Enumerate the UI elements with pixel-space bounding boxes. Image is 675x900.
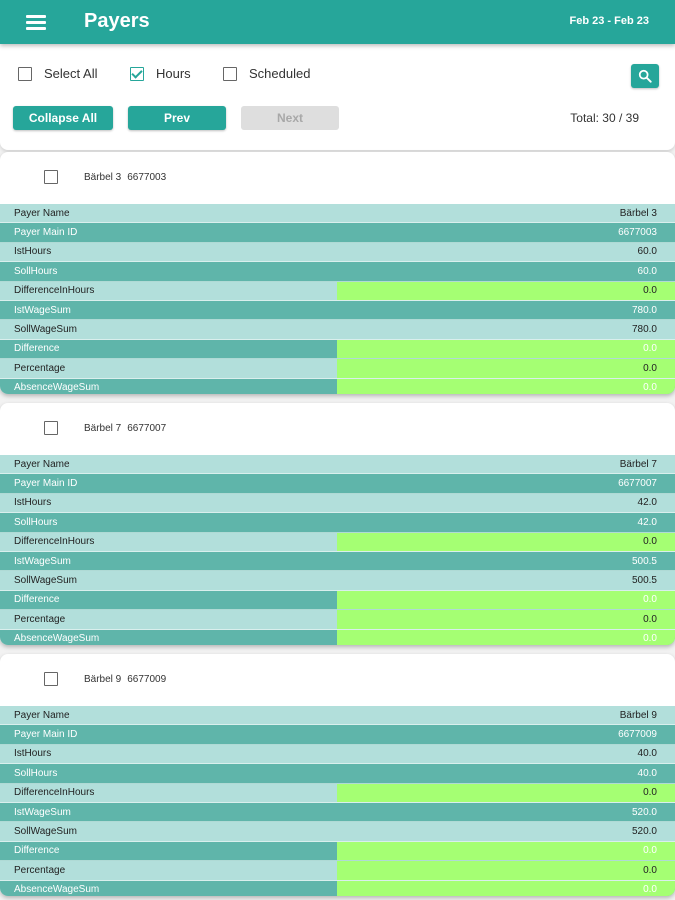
- payer-card: [0, 403, 675, 645]
- filter-panel: [0, 44, 675, 150]
- payer-name: Bärbel 3: [84, 172, 122, 183]
- highlight-cell: [337, 610, 675, 628]
- row-label: Percentage: [14, 362, 66, 374]
- highlight-cell: [337, 842, 675, 860]
- table-row: [0, 455, 675, 474]
- table-row: [0, 764, 675, 783]
- search-button[interactable]: [631, 64, 659, 88]
- row-label: AbsenceWageSum: [14, 884, 100, 896]
- table-row: [0, 571, 675, 590]
- row-value: 0.0: [643, 633, 657, 645]
- table-row: [0, 861, 675, 880]
- payer-name: Bärbel 9: [84, 674, 122, 685]
- row-label: IstWageSum: [14, 806, 71, 818]
- row-value: 500.5: [631, 555, 657, 567]
- row-label: IstHours: [14, 748, 52, 760]
- scheduled-box[interactable]: [223, 67, 237, 81]
- highlight-cell: [337, 591, 675, 609]
- row-value: 0.0: [643, 382, 657, 394]
- row-label: Percentage: [14, 864, 66, 876]
- select-all-box[interactable]: [18, 67, 32, 81]
- table-row: [0, 706, 675, 725]
- table-row: [0, 552, 675, 571]
- app-bar: [0, 0, 675, 44]
- table-row: [0, 842, 675, 861]
- hours-box[interactable]: [130, 67, 144, 81]
- hamburger-menu-icon[interactable]: [24, 12, 48, 32]
- row-label: SollWageSum: [14, 575, 77, 587]
- row-label: AbsenceWageSum: [14, 633, 100, 645]
- row-label: Payer Name: [14, 709, 70, 721]
- table-row: [0, 725, 675, 744]
- search-icon: [638, 69, 652, 83]
- scheduled-label: Scheduled: [249, 66, 311, 81]
- payer-card: [0, 654, 675, 896]
- row-label: Payer Main ID: [14, 227, 78, 239]
- row-label: DifferenceInHours: [14, 787, 95, 799]
- payer-select-checkbox[interactable]: [44, 672, 58, 686]
- table-row: [0, 320, 675, 339]
- row-value: 0.0: [643, 787, 657, 799]
- row-label: Payer Name: [14, 458, 70, 470]
- payer-id: 6677003: [127, 172, 167, 183]
- row-value: 0.0: [643, 362, 657, 374]
- row-value: 0.0: [643, 864, 657, 876]
- row-label: DifferenceInHours: [14, 285, 95, 297]
- row-value: 42.0: [637, 497, 657, 509]
- page-title: Payers: [84, 10, 150, 32]
- table-row: [0, 533, 675, 552]
- next-button[interactable]: Next: [241, 106, 339, 130]
- table-row: [0, 591, 675, 610]
- highlight-cell: [337, 282, 675, 300]
- table-row: [0, 474, 675, 493]
- table-row: [0, 610, 675, 629]
- highlight-cell: [337, 861, 675, 879]
- highlight-cell: [337, 533, 675, 551]
- payer-card-header[interactable]: [0, 654, 675, 706]
- row-label: IstHours: [14, 246, 52, 258]
- row-value: 780.0: [631, 304, 657, 316]
- row-value: 42.0: [637, 516, 657, 528]
- highlight-cell: [337, 379, 675, 394]
- prev-button[interactable]: Prev: [128, 106, 226, 130]
- payer-details-table: [0, 455, 675, 645]
- table-row: [0, 204, 675, 223]
- row-value: 780.0: [631, 324, 657, 336]
- payer-select-checkbox[interactable]: [44, 421, 58, 435]
- row-label: IstWageSum: [14, 555, 71, 567]
- row-label: SollHours: [14, 265, 58, 277]
- row-value: 40.0: [637, 767, 657, 779]
- payer-card-header[interactable]: [0, 403, 675, 455]
- highlight-cell: [337, 881, 675, 896]
- payer-card-title: [84, 423, 166, 434]
- payer-details-table: [0, 204, 675, 394]
- row-label: Percentage: [14, 613, 66, 625]
- table-row: [0, 784, 675, 803]
- hours-label: Hours: [156, 66, 191, 81]
- payer-details-table: [0, 706, 675, 896]
- table-row: [0, 262, 675, 281]
- row-label: SollWageSum: [14, 826, 77, 838]
- payer-id: 6677009: [127, 674, 167, 685]
- highlight-cell: [337, 359, 675, 377]
- row-label: IstWageSum: [14, 304, 71, 316]
- table-row: [0, 340, 675, 359]
- row-value: 6677003: [618, 227, 657, 239]
- row-label: SollWageSum: [14, 324, 77, 336]
- highlight-cell: [337, 340, 675, 358]
- select-all-checkbox[interactable]: [18, 66, 97, 81]
- row-label: Difference: [14, 343, 60, 355]
- row-label: Payer Main ID: [14, 729, 78, 741]
- row-value: 0.0: [643, 594, 657, 606]
- row-value: 0.0: [643, 343, 657, 355]
- table-row: [0, 243, 675, 262]
- payer-card-header[interactable]: [0, 152, 675, 204]
- table-row: [0, 513, 675, 532]
- payer-select-checkbox[interactable]: [44, 170, 58, 184]
- row-label: IstHours: [14, 497, 52, 509]
- date-range[interactable]: Feb 23 - Feb 23: [569, 15, 649, 27]
- row-value: 520.0: [631, 806, 657, 818]
- row-label: Payer Name: [14, 207, 70, 219]
- row-value: Bärbel 7: [619, 458, 657, 470]
- row-label: Payer Main ID: [14, 478, 78, 490]
- row-label: Difference: [14, 594, 60, 606]
- table-row: [0, 630, 675, 645]
- payer-name: Bärbel 7: [84, 423, 122, 434]
- table-row: [0, 494, 675, 513]
- table-row: [0, 745, 675, 764]
- payer-card-title: [84, 674, 166, 685]
- table-row: [0, 822, 675, 841]
- row-value: 0.0: [643, 884, 657, 896]
- highlight-cell: [337, 784, 675, 802]
- table-row: [0, 282, 675, 301]
- row-value: 0.0: [643, 613, 657, 625]
- row-value: 60.0: [637, 265, 657, 277]
- row-value: 0.0: [643, 536, 657, 548]
- row-value: 500.5: [631, 575, 657, 587]
- total-count: Total: 30 / 39: [570, 111, 639, 125]
- table-row: [0, 379, 675, 394]
- payer-card: [0, 152, 675, 394]
- row-label: AbsenceWageSum: [14, 382, 100, 394]
- row-value: 40.0: [637, 748, 657, 760]
- collapse-all-button[interactable]: Collapse All: [13, 106, 113, 130]
- row-label: SollHours: [14, 767, 58, 779]
- row-value: 6677009: [618, 729, 657, 741]
- row-value: 0.0: [643, 845, 657, 857]
- scheduled-checkbox[interactable]: [223, 66, 310, 81]
- row-label: DifferenceInHours: [14, 536, 95, 548]
- table-row: [0, 359, 675, 378]
- table-row: [0, 803, 675, 822]
- row-value: 6677007: [618, 478, 657, 490]
- table-row: [0, 301, 675, 320]
- select-all-label: Select All: [44, 66, 98, 81]
- hours-checkbox[interactable]: [130, 66, 191, 81]
- row-value: Bärbel 9: [619, 709, 657, 721]
- row-value: 60.0: [637, 246, 657, 258]
- row-value: 0.0: [643, 285, 657, 297]
- row-label: Difference: [14, 845, 60, 857]
- payer-card-title: [84, 172, 166, 183]
- row-value: 520.0: [631, 826, 657, 838]
- row-label: SollHours: [14, 516, 58, 528]
- table-row: [0, 881, 675, 896]
- row-value: Bärbel 3: [619, 207, 657, 219]
- highlight-cell: [337, 630, 675, 645]
- payer-id: 6677007: [127, 423, 167, 434]
- table-row: [0, 223, 675, 242]
